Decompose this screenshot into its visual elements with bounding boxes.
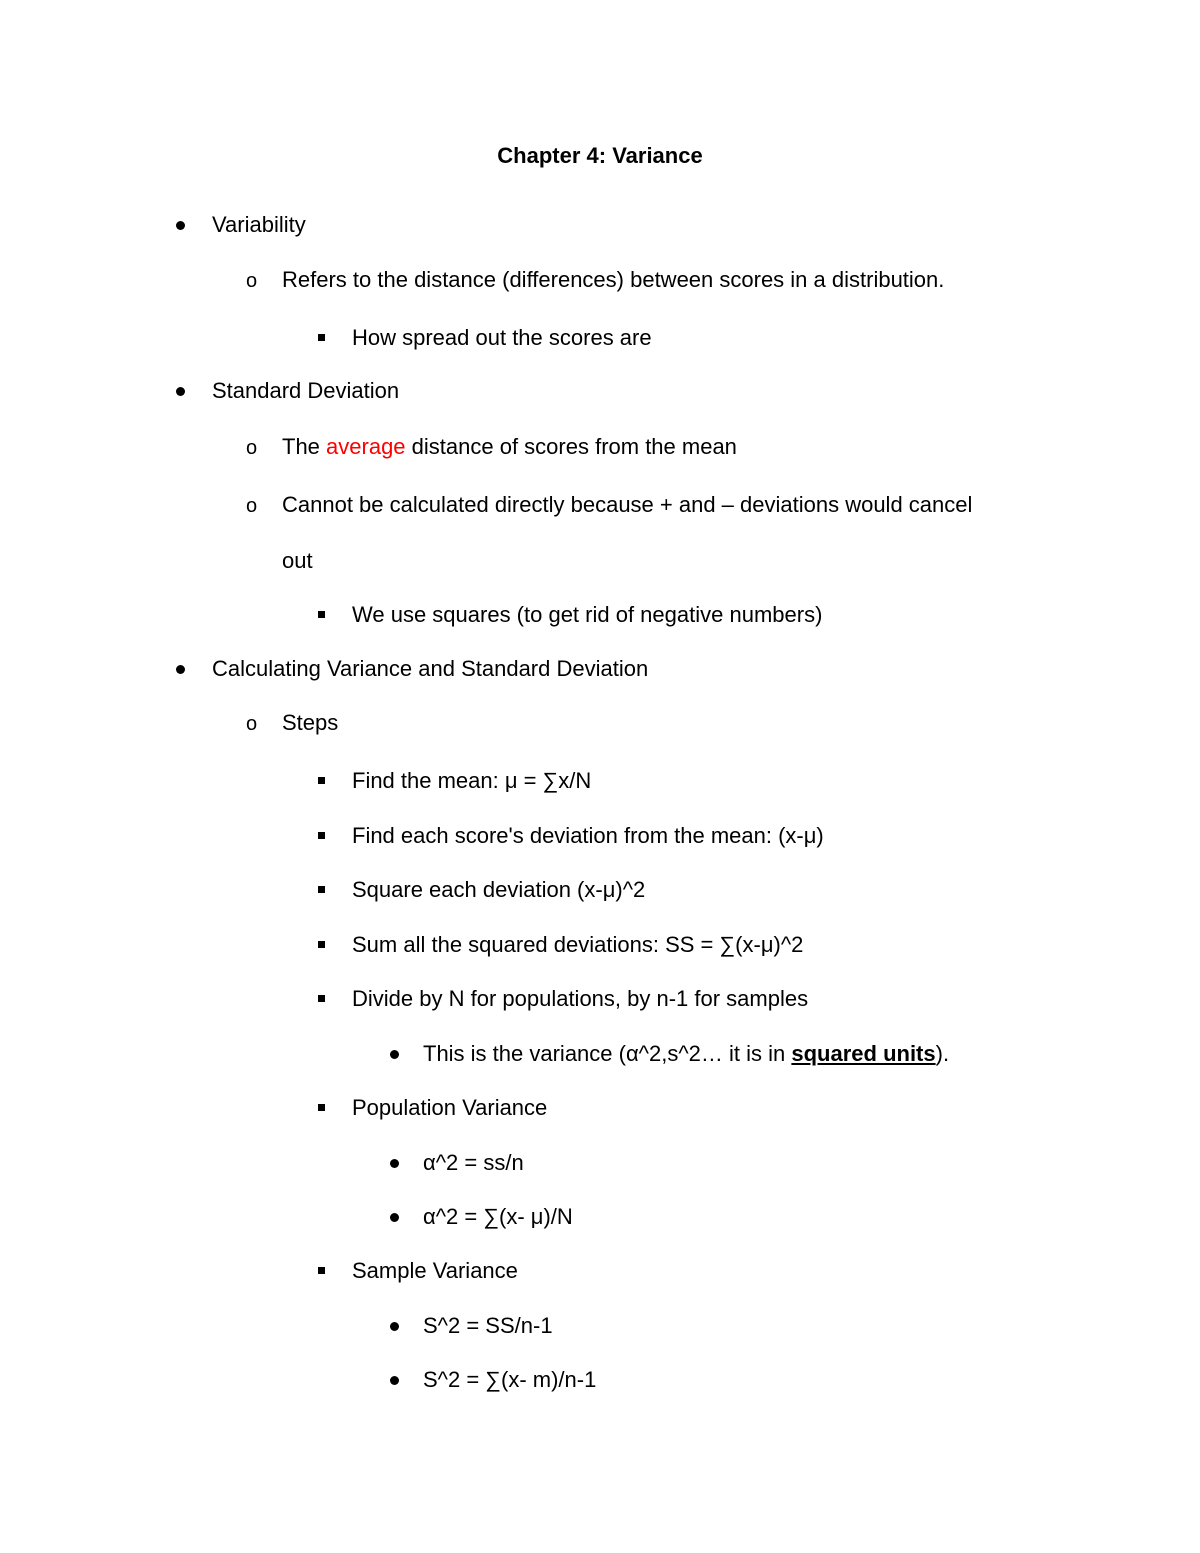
bullet-square-icon (318, 611, 325, 618)
list-item-pop-formula-2: α^2 = ∑(x- μ)/N (423, 1204, 573, 1229)
list-item-standard-deviation: Standard Deviation (212, 378, 400, 403)
emphasis-squared-units: squared units (791, 1041, 936, 1066)
bullet-square-icon (318, 334, 325, 341)
list-item-pop-formula-1: α^2 = ss/n (423, 1150, 524, 1175)
bullet-circle-icon: o (246, 270, 258, 292)
text-the: The (282, 434, 327, 459)
text-variance-post: ). (935, 1041, 950, 1066)
bullet-dot-icon (176, 387, 185, 396)
list-item-cannot-line1: Cannot be calculated directly because + and – deviations would cancel (282, 492, 973, 517)
bullet-square-icon (318, 1267, 325, 1274)
bullet-dot-icon (390, 1376, 399, 1385)
bullet-dot-icon (390, 1213, 399, 1222)
highlight-average: average (326, 434, 406, 459)
list-item-find-deviation: Find each score's deviation from the mean: (x-μ) (352, 823, 824, 848)
text-variance-pre: This is the variance (α^2,s^2… it is in (423, 1041, 792, 1066)
list-item-find-mean: Find the mean: μ = ∑x/N (352, 768, 592, 793)
list-item-steps: Steps (282, 710, 339, 735)
list-item-population-variance: Population Variance (352, 1095, 548, 1120)
bullet-square-icon (318, 995, 325, 1002)
bullet-dot-icon (176, 665, 185, 674)
list-item-divide: Divide by N for populations, by n-1 for samples (352, 986, 809, 1011)
bullet-dot-icon (176, 221, 185, 230)
text-distance: distance of scores from the mean (405, 434, 737, 459)
list-item-sample-formula-2: S^2 = ∑(x- m)/n-1 (423, 1367, 597, 1392)
bullet-circle-icon: o (246, 495, 258, 517)
bullet-circle-icon: o (246, 437, 258, 459)
bullet-square-icon (318, 777, 325, 784)
bullet-dot-icon (390, 1159, 399, 1168)
list-item-average-distance (282, 433, 737, 461)
list-item-cannot-line2: out (282, 548, 313, 573)
bullet-dot-icon (390, 1050, 399, 1059)
bullet-dot-icon (390, 1322, 399, 1331)
list-item-variance-note (423, 1040, 949, 1068)
list-item-sample-variance: Sample Variance (352, 1258, 518, 1283)
bullet-square-icon (318, 832, 325, 839)
bullet-square-icon (318, 1104, 325, 1111)
list-item-variability: Variability (212, 212, 306, 237)
list-item-square-deviation: Square each deviation (x-μ)^2 (352, 877, 646, 902)
list-item-spread: How spread out the scores are (352, 325, 652, 350)
bullet-square-icon (318, 941, 325, 948)
bullet-square-icon (318, 886, 325, 893)
list-item-squares: We use squares (to get rid of negative numbers) (352, 602, 823, 627)
bullet-circle-icon: o (246, 713, 258, 735)
page-title: Chapter 4: Variance (497, 143, 703, 168)
list-item-calculating: Calculating Variance and Standard Deviation (212, 656, 649, 681)
list-item-refers: Refers to the distance (differences) between scores in a distribution. (282, 267, 945, 292)
list-item-sum-squared: Sum all the squared deviations: SS = ∑(x-μ)^2 (352, 932, 804, 957)
list-item-sample-formula-1: S^2 = SS/n-1 (423, 1313, 553, 1338)
